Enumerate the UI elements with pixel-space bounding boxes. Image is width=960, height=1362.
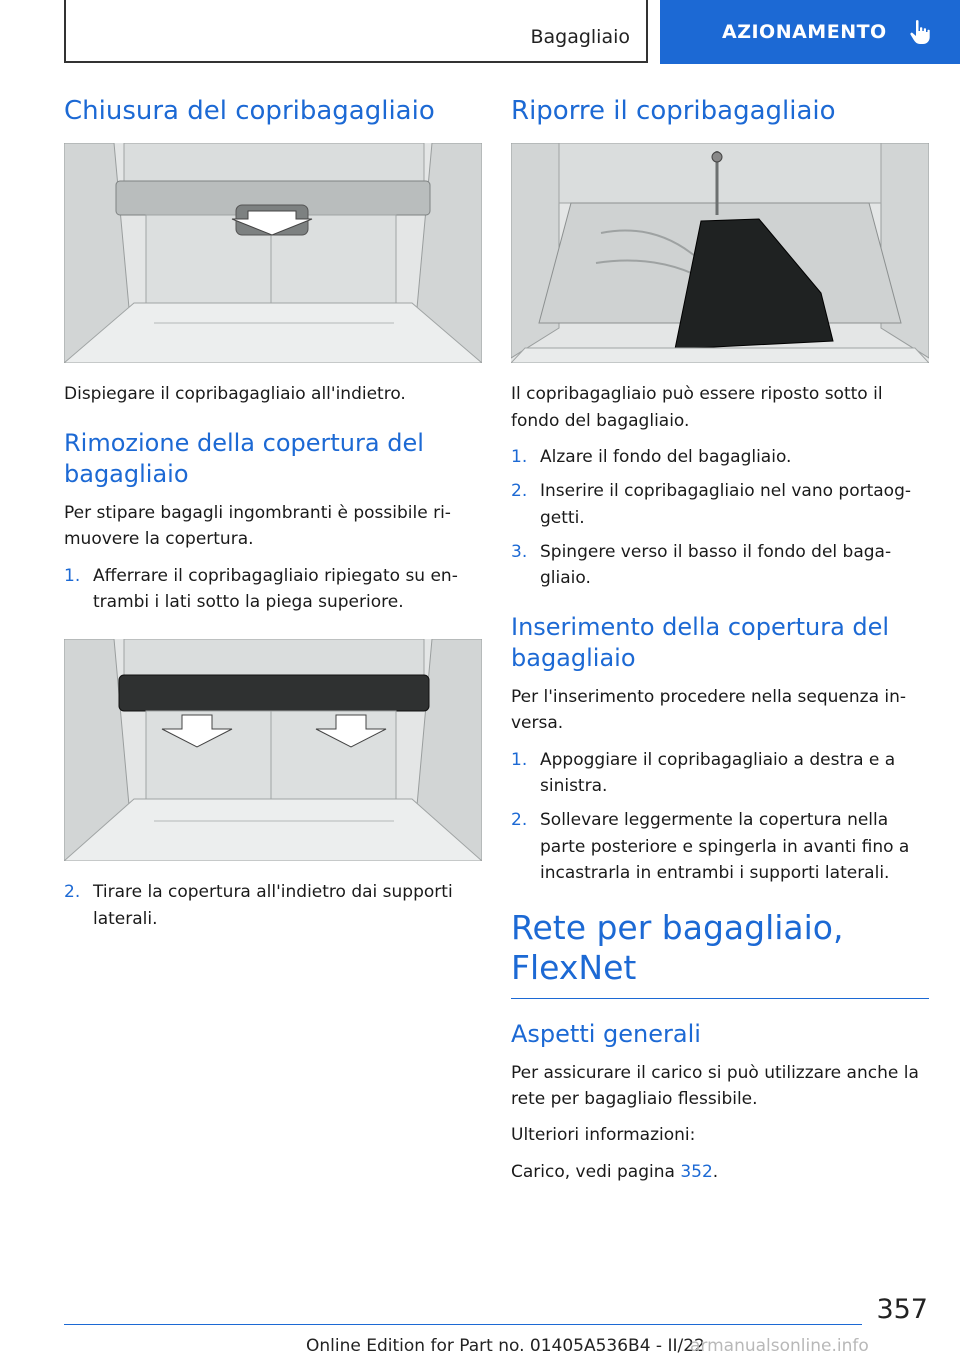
- right-column: [511, 96, 929, 1195]
- steps-remove-cover-b: [64, 879, 482, 932]
- header-chapter-label: AZIONAMENTO: [722, 21, 887, 43]
- page-link-352[interactable]: 352: [680, 1161, 713, 1182]
- list-item: [511, 539, 929, 592]
- step-number: 2.: [64, 882, 81, 903]
- page-number: 357: [876, 1294, 928, 1325]
- section-title-insert-cover: Inserimento della copertura del bagagliaio: [511, 612, 890, 672]
- pointing-hand-icon: [909, 19, 933, 45]
- step-text: Spingere verso il basso il fondo del baga-gliaio.: [540, 541, 892, 589]
- list-item: [511, 807, 929, 886]
- steps-insert-cover: [511, 747, 929, 887]
- step-number: 2.: [511, 810, 528, 831]
- header-section-title: Bagagliaio: [530, 26, 630, 48]
- footer-divider: [64, 1324, 862, 1325]
- footer-edition: Online Edition for Part no. 01405A536B4 - II/22: [306, 1336, 705, 1356]
- section-title-closing-cover: Chiusura del copribagagliaio: [64, 96, 435, 126]
- step-text: Alzare il fondo del bagagliaio.: [540, 446, 792, 467]
- step-number: 1.: [511, 749, 528, 770]
- step-text: Inserire il copribagagliaio nel vano portaog-getti.: [540, 481, 912, 528]
- intro-insert-cover: Per l'inserimento procedere nella sequenza in-versa.: [511, 686, 907, 734]
- steps-store-cover: [511, 444, 929, 592]
- cross-reference: [511, 1159, 929, 1185]
- list-item: [511, 478, 929, 531]
- figure-cover-stored: [511, 143, 929, 363]
- chapter-title-flexnet: Rete per bagagliaio, FlexNet: [511, 908, 929, 998]
- step-text: Afferrare il copribagagliaio ripiegato su en-trambi i lati sotto la piega superiore.: [93, 565, 458, 612]
- cross-reference-suffix: .: [712, 1161, 719, 1182]
- section-title-store-cover: Riporre il copribagagliaio: [511, 96, 836, 126]
- step-text: Sollevare leggermente la copertura nella parte posteriore e spingerla in avanti fino a incastrarla in entrambi i supporti laterali.: [540, 810, 910, 884]
- steps-remove-cover-a: [64, 563, 482, 616]
- caption-closing-cover: Dispiegare il copribagagliaio all'indietro.: [64, 384, 406, 405]
- step-number: 3.: [511, 541, 528, 562]
- left-column: [64, 96, 482, 942]
- intro-remove-cover: Per stipare bagagli ingombranti è possibile ri-muovere la copertura.: [64, 502, 451, 550]
- figure-cover-folded: [64, 639, 482, 861]
- list-item: [511, 747, 929, 800]
- step-number: 1.: [511, 446, 528, 467]
- paragraph-flexnet: Per assicurare il carico si può utilizzare anche la rete per bagagliaio flessibile.: [511, 1062, 919, 1110]
- list-item: [511, 444, 929, 470]
- section-title-remove-cover: Rimozione della copertura del bagagliaio: [64, 428, 424, 488]
- caption-store-cover: Il copribagagliaio può essere riposto sotto il fondo del bagagliaio.: [511, 384, 883, 431]
- step-text: Tirare la copertura all'indietro dai supporti laterali.: [93, 882, 453, 929]
- footer-watermark: armanualsonline.info: [690, 1336, 869, 1356]
- list-item: [64, 563, 482, 616]
- step-text: Appoggiare il copribagagliaio a destra e a sinistra.: [540, 749, 896, 796]
- section-title-general: Aspetti generali: [511, 1019, 701, 1048]
- cross-reference-text: Carico, vedi pagina: [511, 1161, 681, 1182]
- header-chapter-tab[interactable]: [660, 0, 960, 64]
- list-item: [64, 879, 482, 932]
- step-number: 2.: [511, 481, 528, 502]
- step-number: 1.: [64, 565, 81, 586]
- paragraph-more-info: Ulteriori informazioni:: [511, 1125, 696, 1146]
- figure-cover-closing: [64, 143, 482, 363]
